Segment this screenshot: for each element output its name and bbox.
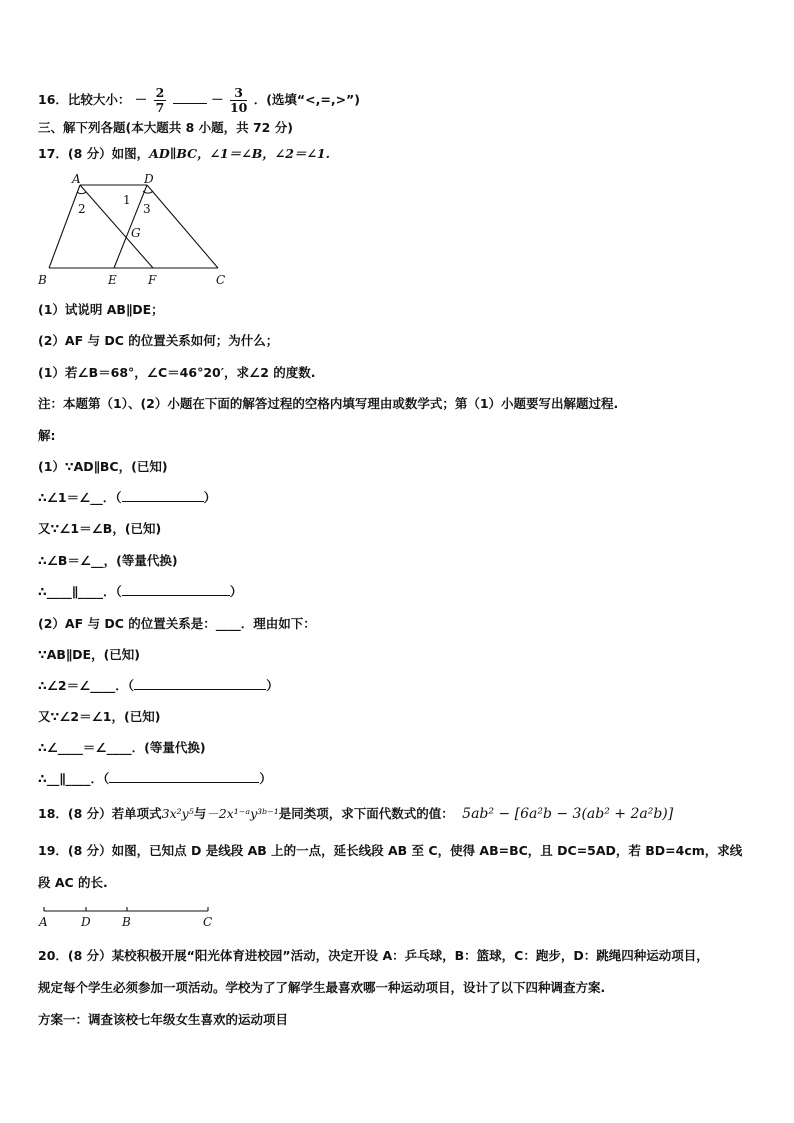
label-g: G <box>131 226 141 240</box>
q16-prefix: 16．比较大小： <box>38 92 131 107</box>
reason-blank-2[interactable] <box>122 583 230 596</box>
solution-line-11: ∴__∥____．（ ） <box>38 771 272 786</box>
fraction-numerator: 2 <box>155 85 165 100</box>
q17-trapezoid-figure <box>30 168 240 290</box>
label-angle-3: 3 <box>143 202 151 216</box>
reason-blank-1[interactable] <box>122 489 204 502</box>
solution-line-3: 又∵∠1＝∠B，(已知) <box>38 521 162 536</box>
q17-note: 注：本题第（1）、(2）小题在下面的解答过程的空格内填写理由或数学式；第（1）小题要写出解题过程. <box>38 396 619 411</box>
fraction-2-7 <box>154 86 167 115</box>
question-18: 18．(8 分）若单项式3x²y⁵与－2x¹⁻ᵃy³ᵇ⁻¹是同类项，求下面代数式的值： 5ab² − [6a²b − 3(ab² + 2a²b)] <box>38 806 674 822</box>
solution-label: 解: <box>38 428 56 443</box>
question-16: 16．比较大小： － $\frac{2}{7}$ － $\frac{3}{10}$ ．(选填“<,=,>”) <box>38 85 360 115</box>
solution-line-2: ∴∠1＝∠__．（ ） <box>38 490 217 505</box>
label-d: D <box>144 172 154 186</box>
q17-part-2: (2）AF 与 DC 的位置关系如何；为什么； <box>38 333 279 348</box>
algebraic-expression: 5ab² − [6a²b − 3(ab² + 2a²b)] <box>462 806 674 822</box>
q19-segment-figure <box>36 903 226 931</box>
question-19-line-1: 19．(8 分）如图，已知点 D 是线段 AB 上的一点，延长线段 AB 至 C，使得 AB=BC，且 DC=5AD，若 BD=4cm，求线 <box>38 843 743 858</box>
fraction-denominator: 10 <box>229 100 248 115</box>
section-3-title: 三、解下列各题(本大题共 8 小题，共 72 分) <box>38 120 293 135</box>
solution-line-6: (2）AF 与 DC 的位置关系是：____．理由如下： <box>38 616 316 631</box>
q17-part-1: (1）试说明 AB∥DE； <box>38 302 164 317</box>
q16-suffix: ．(选填“<,=,>”) <box>253 92 360 107</box>
solution-line-7: ∵AB∥DE，(已知) <box>38 647 140 662</box>
segment-dc <box>147 185 218 268</box>
reason-blank-3[interactable] <box>134 677 266 690</box>
monomial-2: －2x¹⁻ᵃy³ᵇ⁻¹ <box>206 806 279 821</box>
label-e: E <box>108 273 117 287</box>
reason-blank-4[interactable] <box>109 770 259 783</box>
label-c: C <box>216 273 226 287</box>
question-20-line-2: 规定每个学生必须参加一项活动。学校为了了解学生最喜欢哪一种运动项目，设计了以下四种调查方案. <box>38 980 606 995</box>
point-label-a: A <box>39 915 48 929</box>
fraction-3-10 <box>230 86 247 115</box>
question-19-line-2: 段 AC 的长. <box>38 875 108 890</box>
solution-line-1: (1）∵AD∥BC，(已知) <box>38 459 168 474</box>
monomial-1: 3x²y⁵ <box>161 806 194 821</box>
label-b: B <box>38 273 47 287</box>
q16-answer-blank[interactable] <box>173 91 207 104</box>
q17-part-3: (1）若∠B＝68°，∠C＝46°20′，求∠2 的度数. <box>38 365 316 380</box>
label-angle-1: 1 <box>123 193 131 207</box>
label-angle-2: 2 <box>78 202 86 216</box>
point-label-d: D <box>81 915 91 929</box>
q17-stem-prefix: 17．(8 分）如图， <box>38 146 150 161</box>
solution-line-4: ∴∠B＝∠__，(等量代换) <box>38 553 178 568</box>
fraction-denominator: 7 <box>155 100 165 115</box>
fraction-numerator: 3 <box>230 86 247 101</box>
solution-line-9: 又∵∠2＝∠1，(已知) <box>38 709 161 724</box>
solution-line-10: ∴∠____＝∠____．(等量代换) <box>38 740 206 755</box>
label-f: F <box>148 273 157 287</box>
question-17-stem <box>38 145 330 163</box>
point-label-c: C <box>203 915 213 929</box>
segment-ab <box>49 185 80 268</box>
angle-2-arc <box>77 192 86 194</box>
question-20-line-1: 20．(8 分）某校积极开展“阳光体育进校园”活动，决定开设 A：乒乓球，B：篮球，C：跑步，D：跳绳四种运动项目， <box>38 948 709 963</box>
solution-line-5: ∴____∥____．（ ） <box>38 584 243 599</box>
label-a: A <box>72 172 81 186</box>
point-label-b: B <box>122 915 131 929</box>
q17-stem-math: AD∥BC，∠1＝∠B，∠2＝∠1. <box>149 146 330 161</box>
solution-line-8: ∴∠2＝∠____．（ ） <box>38 678 279 693</box>
question-20-line-3: 方案一：调查该校七年级女生喜欢的运动项目 <box>38 1012 289 1027</box>
